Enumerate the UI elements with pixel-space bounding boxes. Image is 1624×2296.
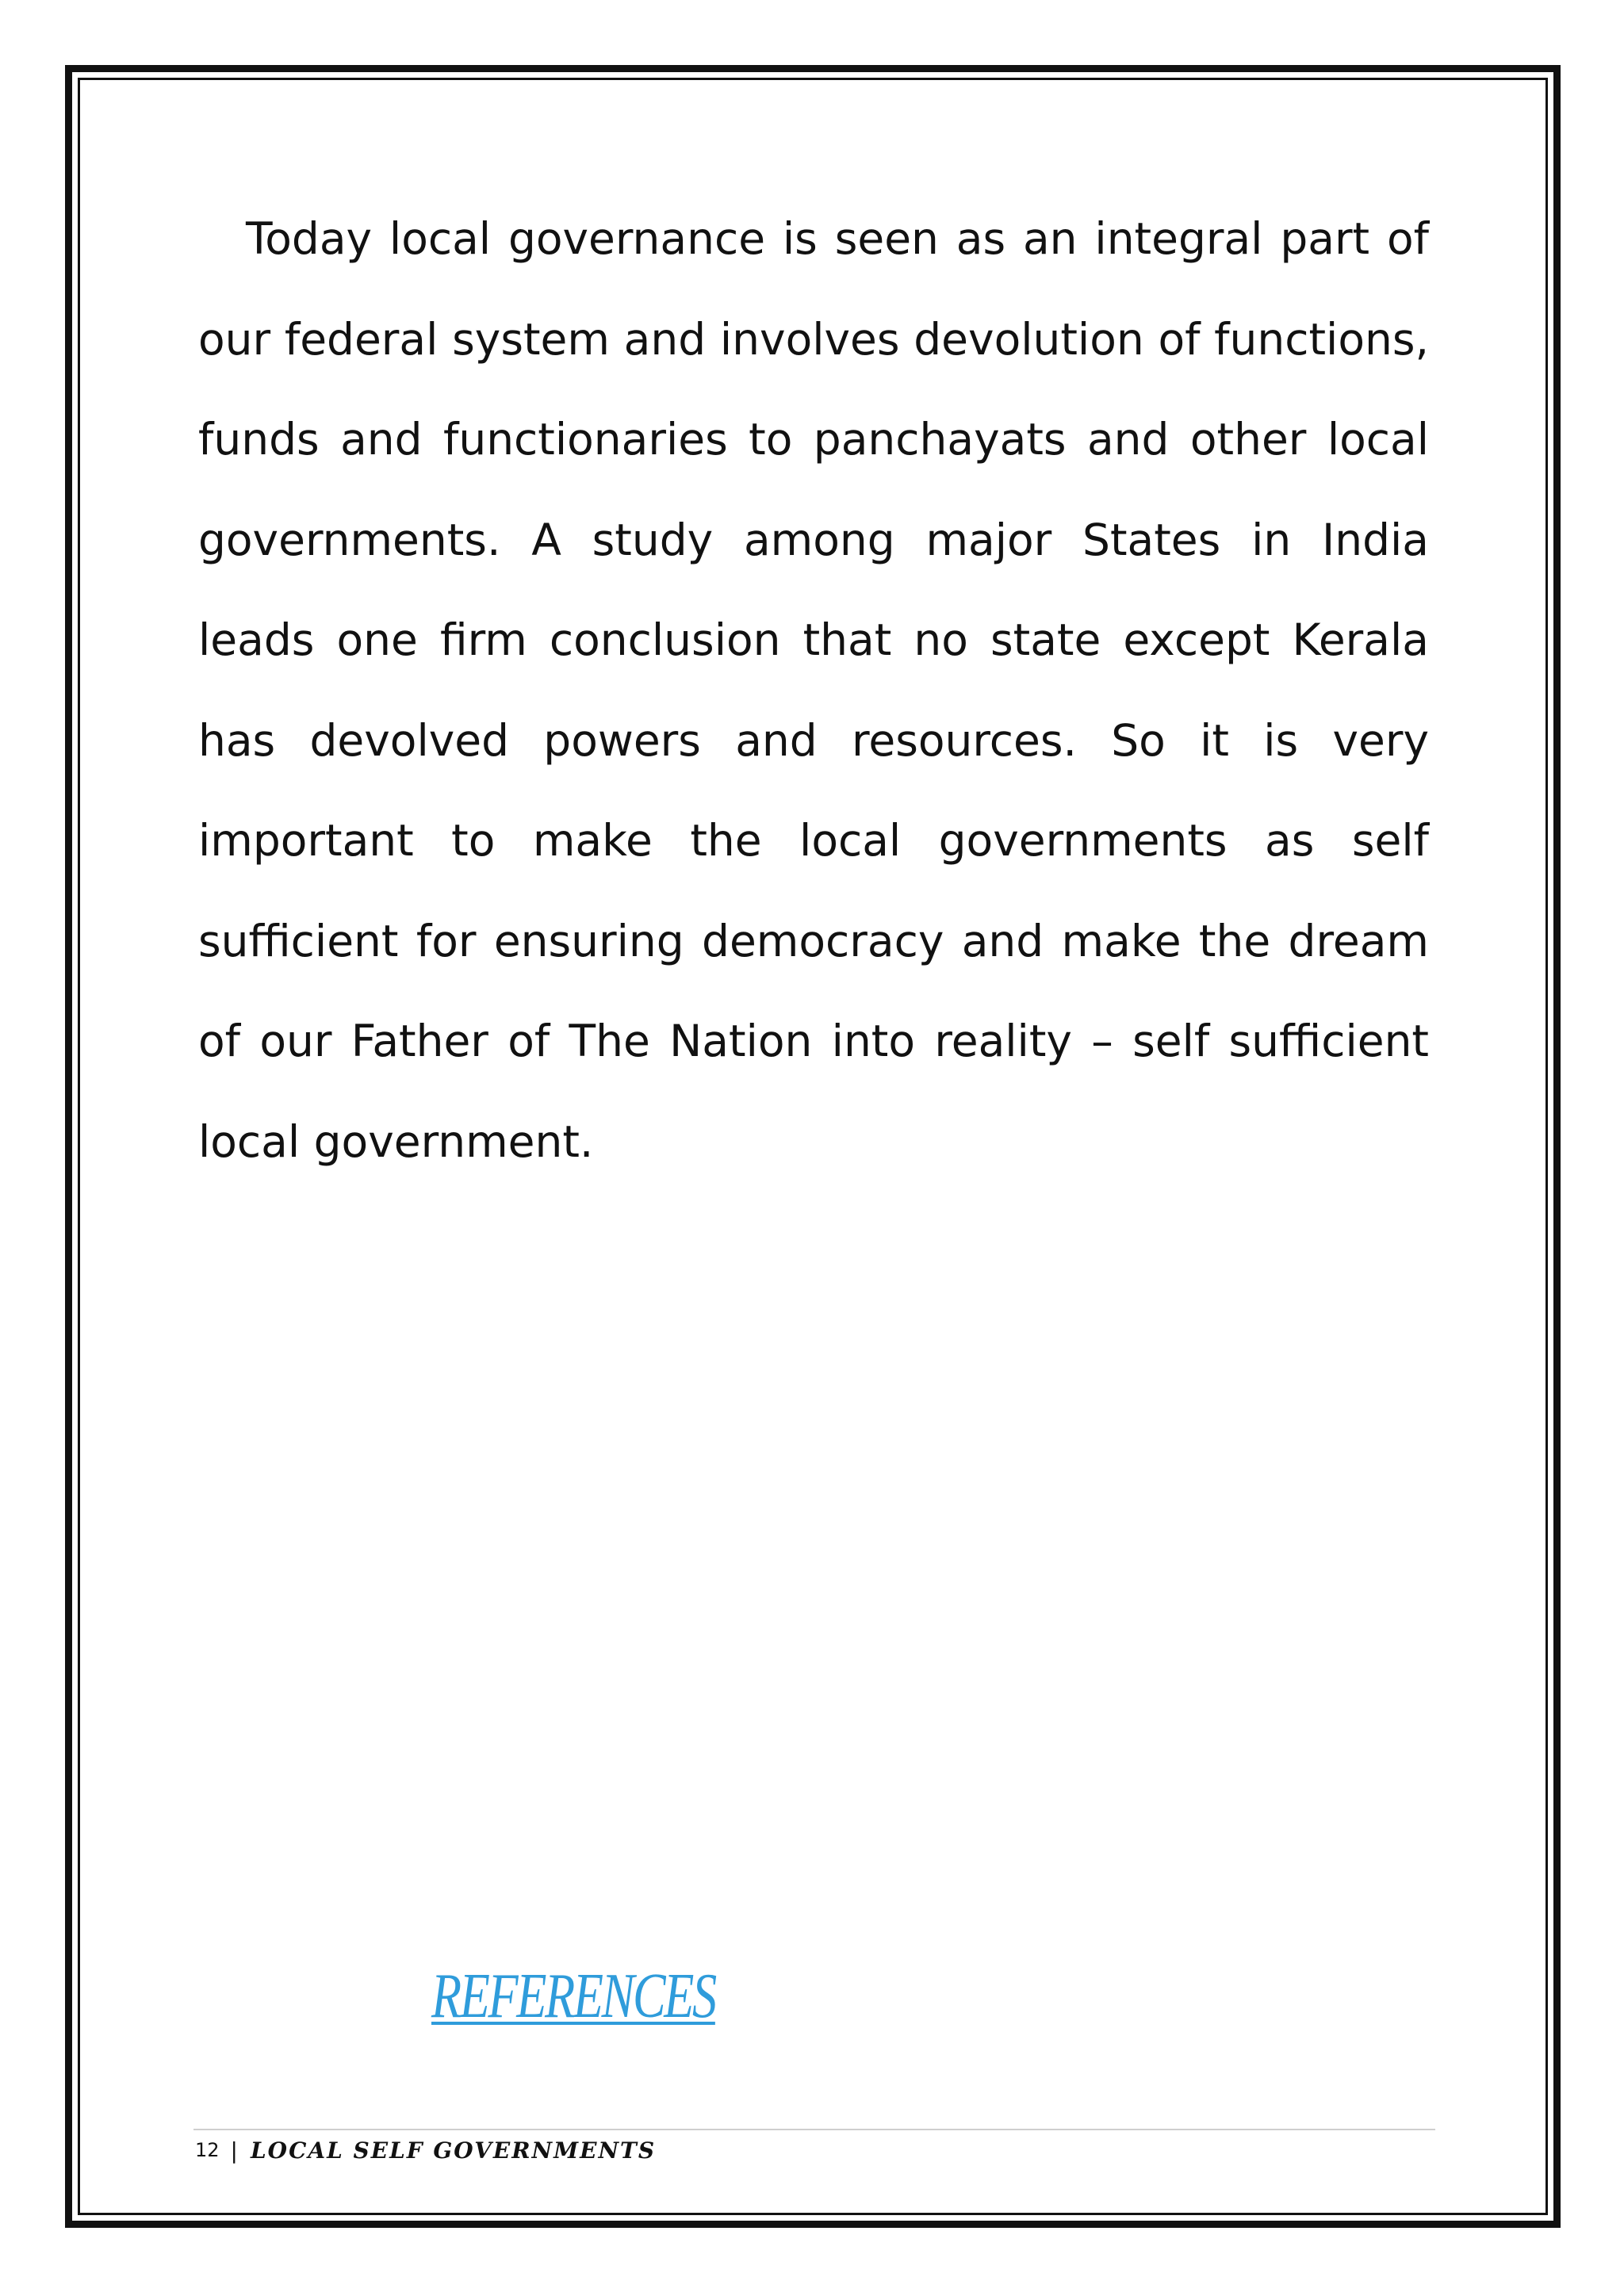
footer-separator: | bbox=[230, 2137, 238, 2164]
footer-divider bbox=[193, 2129, 1435, 2130]
footer-document-title: LOCAL SELF GOVERNMENTS bbox=[250, 2137, 657, 2164]
body-paragraph: Today local governance is seen as an integral part of our federal system and involves devolution of functions, funds and functionaries to panchayats and other local governments. A study among major States in India leads one firm conclusion that no state except Kerala has devolved powers and resources. So it is very important to make the local governments as self sufficient for ensuring democracy and make the dream of our Father of The Nation into reality – self sufficient local government. bbox=[198, 213, 1429, 1167]
page-footer bbox=[195, 2134, 656, 2166]
references-heading: REFERENCES bbox=[431, 1961, 715, 2031]
page-number: 12 bbox=[195, 2139, 220, 2161]
